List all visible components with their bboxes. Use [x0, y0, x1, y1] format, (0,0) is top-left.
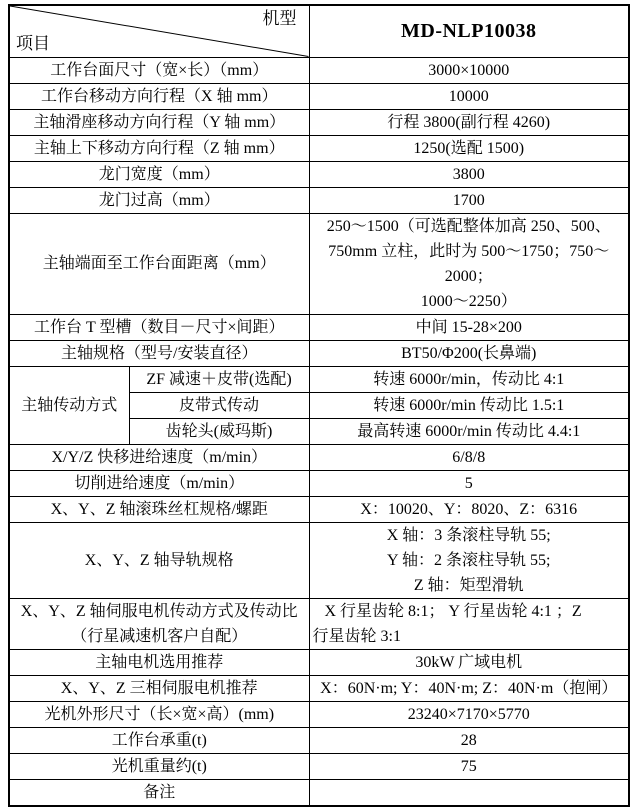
- row-value: 1700: [309, 187, 629, 213]
- row-value: 10000: [309, 83, 629, 109]
- spec-table-body: [9, 57, 629, 806]
- row-value: 最高转速 6000r/min 传动比 4.4:1: [309, 418, 629, 444]
- table-row: [9, 135, 629, 161]
- table-row: [9, 444, 629, 470]
- row-label: 主轴规格（型号/安装直径）: [9, 340, 309, 366]
- row-value: 转速 6000r/min，传动比 4:1: [309, 366, 629, 392]
- row-value: 30kW 广域电机: [309, 649, 629, 675]
- row-label: 工作台移动方向行程（X 轴 mm）: [9, 83, 309, 109]
- table-row: [9, 649, 629, 675]
- row-value: 250～1500（可选配整体加高 250、500、 750mm 立柱，此时为 500～1750；750～2000； 1000～2250）: [309, 213, 629, 314]
- table-row: [9, 727, 629, 753]
- row-label: 光机重量约(t): [9, 753, 309, 779]
- row-label: 备注: [9, 779, 309, 806]
- row-label: 主轴端面至工作台面距离（mm）: [9, 213, 309, 314]
- table-row: [9, 314, 629, 340]
- row-label: 龙门宽度（mm）: [9, 161, 309, 187]
- row-value: X 行星齿轮 8:1； Y 行星齿轮 4:1 ；Z 行星齿轮 3:1: [309, 598, 629, 649]
- row-sub-label: 皮带式传动: [129, 392, 309, 418]
- row-value: X：60N·m; Y：40N·m; Z：40N·m（抱闸）: [309, 675, 629, 701]
- row-value: X：10020、Y：8020、Z：6316: [309, 496, 629, 522]
- table-row: [9, 109, 629, 135]
- row-value: 6/8/8: [309, 444, 629, 470]
- table-row: [9, 522, 629, 598]
- row-value: BT50/Φ200(长鼻端): [309, 340, 629, 366]
- row-label: 切削进给速度（m/min）: [9, 470, 309, 496]
- diagonal-header-cell: [9, 5, 309, 57]
- row-value: 75: [309, 753, 629, 779]
- row-group-label: 主轴传动方式: [9, 366, 129, 444]
- table-row: [9, 470, 629, 496]
- header-item-label: 项目: [16, 33, 50, 53]
- header-model-label: 机型: [262, 9, 297, 28]
- row-label: 主轴电机选用推荐: [9, 649, 309, 675]
- row-label: 主轴上下移动方向行程（Z 轴 mm）: [9, 135, 309, 161]
- row-label: X、Y、Z 轴滚珠丝杠规格/螺距: [9, 496, 309, 522]
- row-label: 光机外形尺寸（长×宽×高）(mm): [9, 701, 309, 727]
- table-row: [9, 496, 629, 522]
- table-row: [9, 753, 629, 779]
- table-row: [9, 83, 629, 109]
- table-row: [9, 187, 629, 213]
- table-row: [9, 675, 629, 701]
- row-value: 转速 6000r/min 传动比 1.5:1: [309, 392, 629, 418]
- table-row: [9, 598, 629, 649]
- table-row: [9, 366, 629, 392]
- table-row: [9, 340, 629, 366]
- table-row: [9, 57, 629, 83]
- row-label: X/Y/Z 快移进给速度（m/min）: [9, 444, 309, 470]
- table-row: [9, 779, 629, 806]
- spec-table: [8, 4, 630, 807]
- header-row: [9, 5, 629, 57]
- row-label: 工作台 T 型槽（数目－尺寸×间距）: [9, 314, 309, 340]
- row-value: [309, 779, 629, 806]
- row-value: 5: [309, 470, 629, 496]
- row-value: 23240×7170×5770: [309, 701, 629, 727]
- row-value: 行程 3800(副行程 4260): [309, 109, 629, 135]
- row-label: 龙门过高（mm）: [9, 187, 309, 213]
- table-row: [9, 701, 629, 727]
- table-row: [9, 213, 629, 314]
- row-label: X、Y、Z 轴导轨规格: [9, 522, 309, 598]
- row-label: 主轴滑座移动方向行程（Y 轴 mm）: [9, 109, 309, 135]
- row-value: 3000×10000: [309, 57, 629, 83]
- row-label: 工作台面尺寸（宽×长）（mm）: [9, 57, 309, 83]
- row-value: 3800: [309, 161, 629, 187]
- table-row: [9, 161, 629, 187]
- row-value: 28: [309, 727, 629, 753]
- row-value: 1250(选配 1500): [309, 135, 629, 161]
- row-label: 工作台承重(t): [9, 727, 309, 753]
- row-sub-label: 齿轮头(威玛斯): [129, 418, 309, 444]
- model-value: MD-NLP10038: [309, 5, 629, 57]
- row-label: X、Y、Z 轴伺服电机传动方式及传动比 （行星减速机客户自配）: [9, 598, 309, 649]
- row-sub-label: ZF 减速＋皮带(选配): [129, 366, 309, 392]
- row-label: X、Y、Z 三相伺服电机推荐: [9, 675, 309, 701]
- row-value: X 轴：3 条滚柱导轨 55; Y 轴：2 条滚柱导轨 55; Z 轴：矩型滑轨: [309, 522, 629, 598]
- row-value: 中间 15-28×200: [309, 314, 629, 340]
